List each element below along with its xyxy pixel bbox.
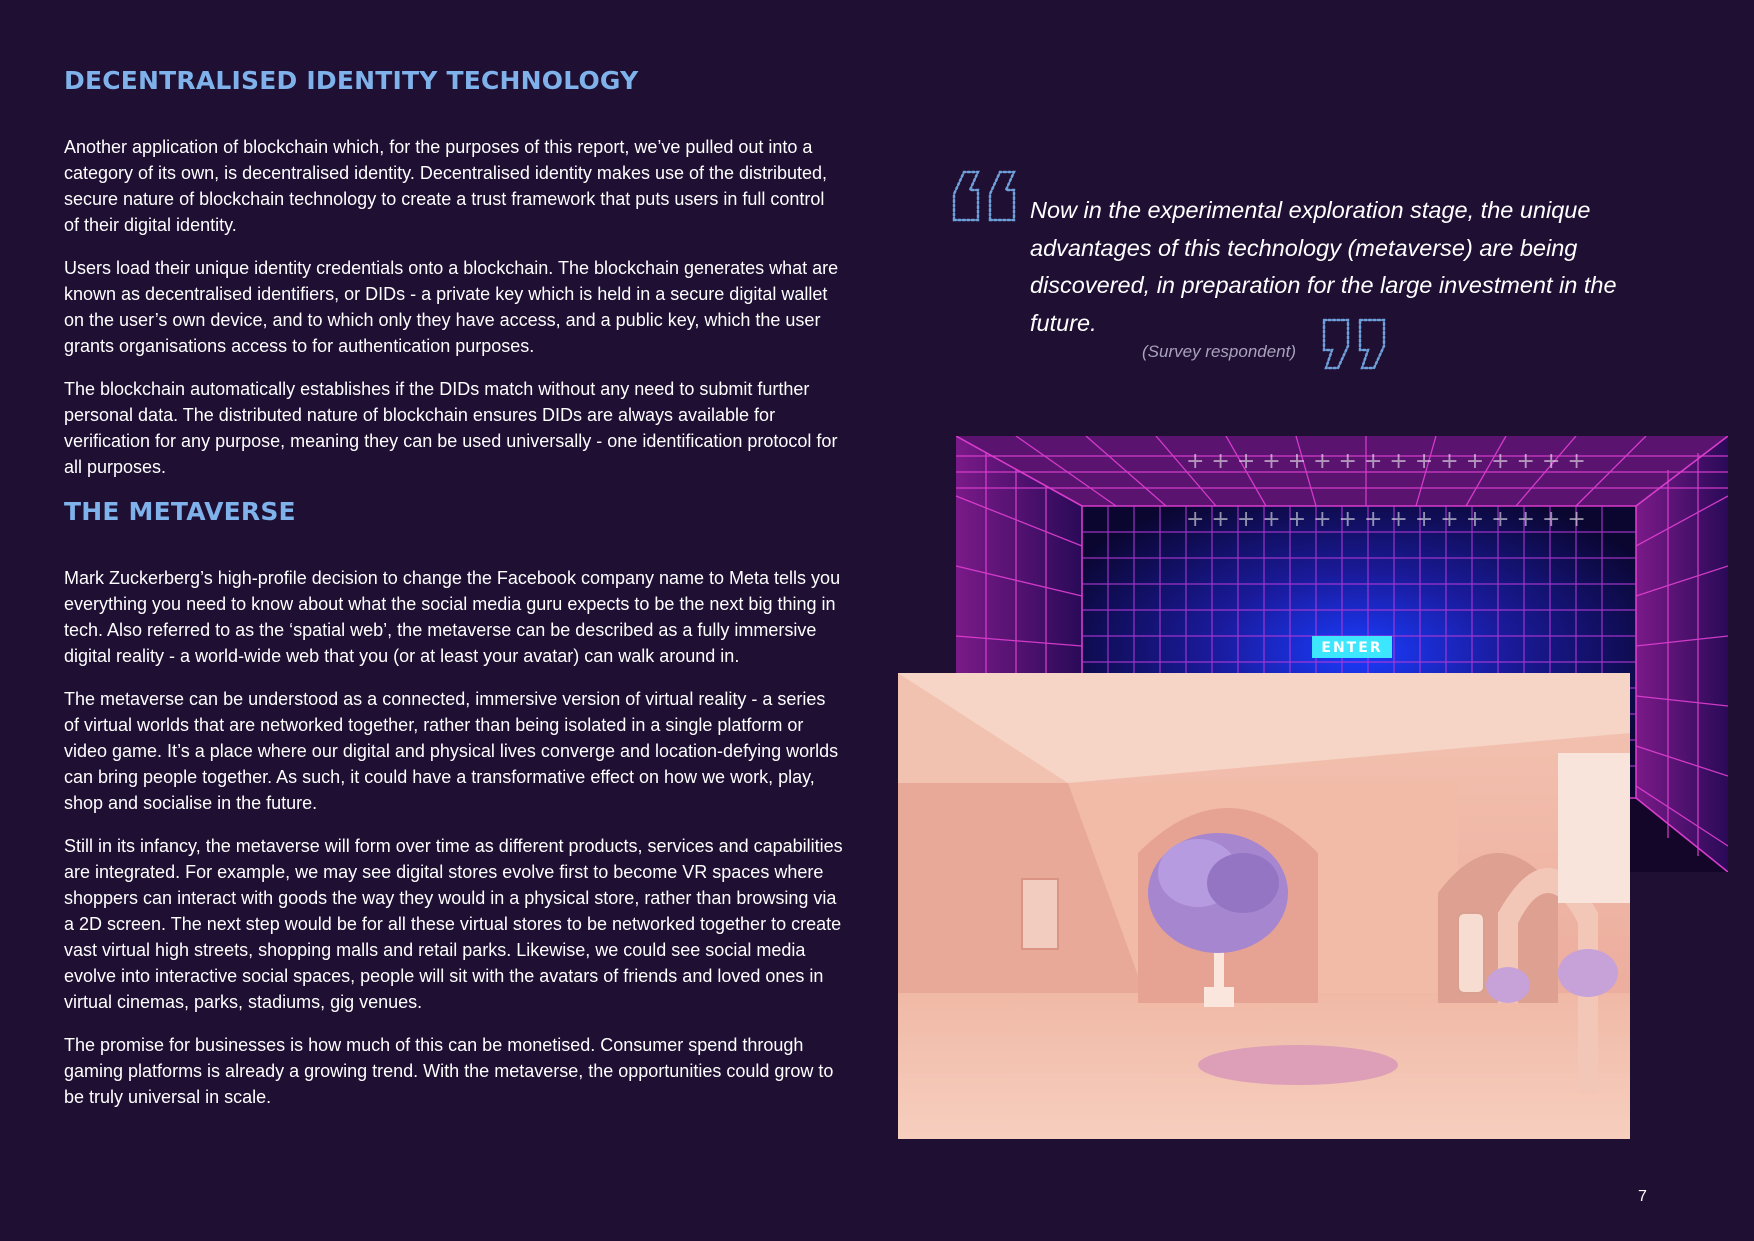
paragraph: Users load their unique identity credentials onto a blockchain. The blockchain generates what are known as decentralised identifiers, or DIDs - a private key which is held in a secure digital wallet on the user’s own device, and to which only they have access, and a public key, which the user grants organisations access to for authentication purposes. [64,258,839,356]
pull-quote [950,166,1650,376]
section-heading-decentralised-identity: DECENTRALISED IDENTITY TECHNOLOGY [64,66,639,95]
enter-sign: ENTER [1321,640,1383,656]
paragraph: Still in its infancy, the metaverse will form over time as different products, services and capabilities are integrated. For example, we may see digital stores evolve first to become VR spaces where shoppers can interact with goods the way they would in a physical store, rather than browsing via a 2D screen. The next step would be for all these virtual stores to be networked together to create vast virtual high streets, shopping malls and retail parks. Likewise, we could see social media evolve into interactive social spaces, people will sit with the avatars of friends and loved ones in virtual cinemas, parks, stadiums, gig venues. [64,836,843,1012]
quote-text: Now in the experimental exploration stage, the unique advantages of this technology (metaverse) are being discovered, in preparation for the large investment in the future. [1030,197,1617,336]
open-quote-icon [950,168,1020,224]
svg-text:+ + + + + + + + + + + + + + +: + + + + + + + + + + + + + + + + [1186,449,1586,474]
section-heading-metaverse: THE METAVERSE [64,497,296,526]
pink-room-image [898,673,1630,1139]
paragraph: The metaverse can be understood as a connected, immersive version of virtual reality - a series of virtual worlds that are networked together, rather than being isolated in a single platform or video game. It’s a place where our digital and physical lives converge and location-defying worlds can bring people together. As such, it could have a transformative effect on how we work, play, shop and socialise in the future. [64,689,839,813]
paragraph: The promise for businesses is how much of this can be monetised. Consumer spend through gaming platforms is already a growing trend. With the metaverse, the opportunities could grow to be truly universal in scale. [64,1035,834,1107]
paragraph: Mark Zuckerberg’s high-profile decision to change the Facebook company name to Meta tells you everything you need to know about what the social media guru expects to be the next big thing in tech. Also referred to as the ‘spatial web’, the metaverse can be described as a fully immersive digital reality - a world-wide web that you (or at least your avatar) can walk around in. [64,568,841,666]
paragraph: The blockchain automatically establishes if the DIDs match without any need to submit further personal data. The distributed nature of blockchain ensures DIDs are always available for verification for any purpose, meaning they can be used universally - one identification protocol for all purposes. [64,379,838,477]
quote-attribution: (Survey respondent) [1142,342,1297,361]
svg-text:+ + + + + + + + + + + + + + +: + + + + + + + + + + + + + + + + [1186,507,1586,532]
page-number: 7 [1638,1188,1647,1205]
close-quote-icon [1320,316,1390,372]
paragraph: Another application of blockchain which, for the purposes of this report, we’ve pulled out into a category of its own, is decentralised identity. Decentralised identity makes use of the distributed, secure nature of blockchain technology to create a trust framework that puts users in full control of their digital identity. [64,137,828,235]
left-column [64,66,844,1127]
